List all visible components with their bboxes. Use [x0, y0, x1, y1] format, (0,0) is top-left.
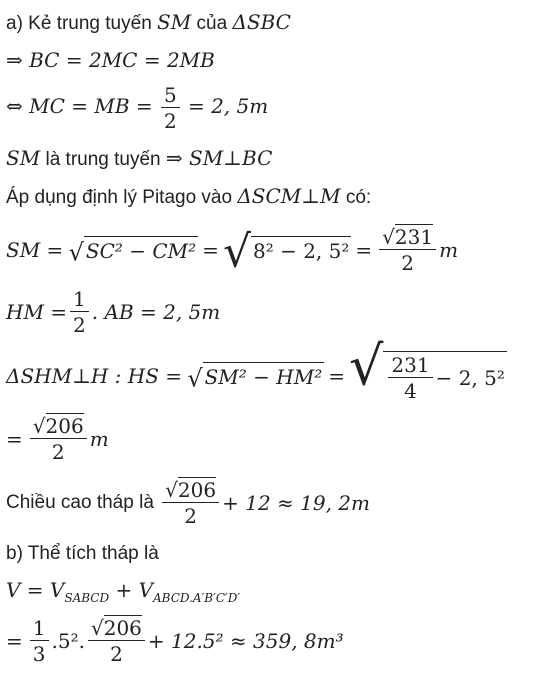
text: Chiều cao tháp là [6, 492, 154, 513]
math: = 2, 5m [187, 94, 269, 119]
fraction: $\frac{√206}{2}$ [30, 415, 87, 463]
text: của [196, 13, 228, 34]
fraction: $\frac{1}{2}$ [70, 288, 89, 336]
math: SM [6, 146, 41, 170]
math: ⇔ MC = MB = [6, 94, 153, 119]
line-11: b) Thể tích tháp là [6, 543, 159, 564]
text: a) Kẻ trung tuyến [6, 13, 152, 34]
math: ΔSCM⊥M [237, 184, 341, 208]
line-10: Chiều cao tháp là $\frac{√206}{2}$ + 12 ≈ 19, 2m [6, 478, 370, 528]
line-4 [6, 146, 272, 172]
fraction: $\frac{√231}{2}$ [379, 226, 436, 274]
math: ΔSBC [232, 10, 291, 34]
math: . AB = 2, 5m [91, 300, 221, 324]
fraction: $\frac{231}{4}$ [388, 354, 432, 402]
math: SM = [6, 238, 64, 262]
text: là trung tuyến [45, 149, 161, 170]
math: SM [157, 10, 192, 34]
line-2: ⇒ BC = 2MC = 2MB [6, 48, 215, 72]
text: Áp dụng định lý Pitago vào [6, 187, 233, 208]
line-7 [6, 284, 220, 340]
math: HM = [6, 300, 68, 324]
sqrt: √ $\frac{231}{4}$ − 2, 5² [348, 334, 505, 403]
line-8: ΔSHM⊥H : HS = √ SM² − HM² = √ $\frac{231}{4}$ − 2, 5² [6, 334, 505, 403]
line-1 [6, 10, 291, 36]
line-13: = $\frac{1}{3}$ .5². $\frac{√206}{2}$ + 12.5² ≈ 359, 8m³ [6, 616, 344, 666]
math: ΔSHM⊥H : HS = [6, 364, 183, 388]
line-3 [6, 84, 268, 138]
line-9: = $\frac{√206}{2}$ m [6, 414, 109, 464]
text: có: [345, 187, 372, 208]
math: ⇒ SM⊥BC [165, 146, 273, 170]
line-6: SM = √ SC² − CM² = √ 8² − 2, 5² = $\frac{√231}{2}$ m [6, 225, 459, 278]
line-5 [6, 184, 371, 210]
fraction: $\frac{5}{2}$ [161, 84, 180, 132]
line-12: $V = V_{SABCD} + V_{ABCD.A'B'C'D'}$ [6, 578, 241, 605]
fraction: $\frac{√206}{2}$ [162, 479, 219, 527]
sqrt: √ SC² − CM² [69, 236, 199, 265]
fraction: $\frac{1}{3}$ [30, 617, 49, 665]
fraction: $\frac{√206}{2}$ [88, 617, 145, 665]
sqrt: √ 8² − 2, 5² [222, 226, 350, 278]
sqrt: √ SM² − HM² [187, 362, 324, 391]
